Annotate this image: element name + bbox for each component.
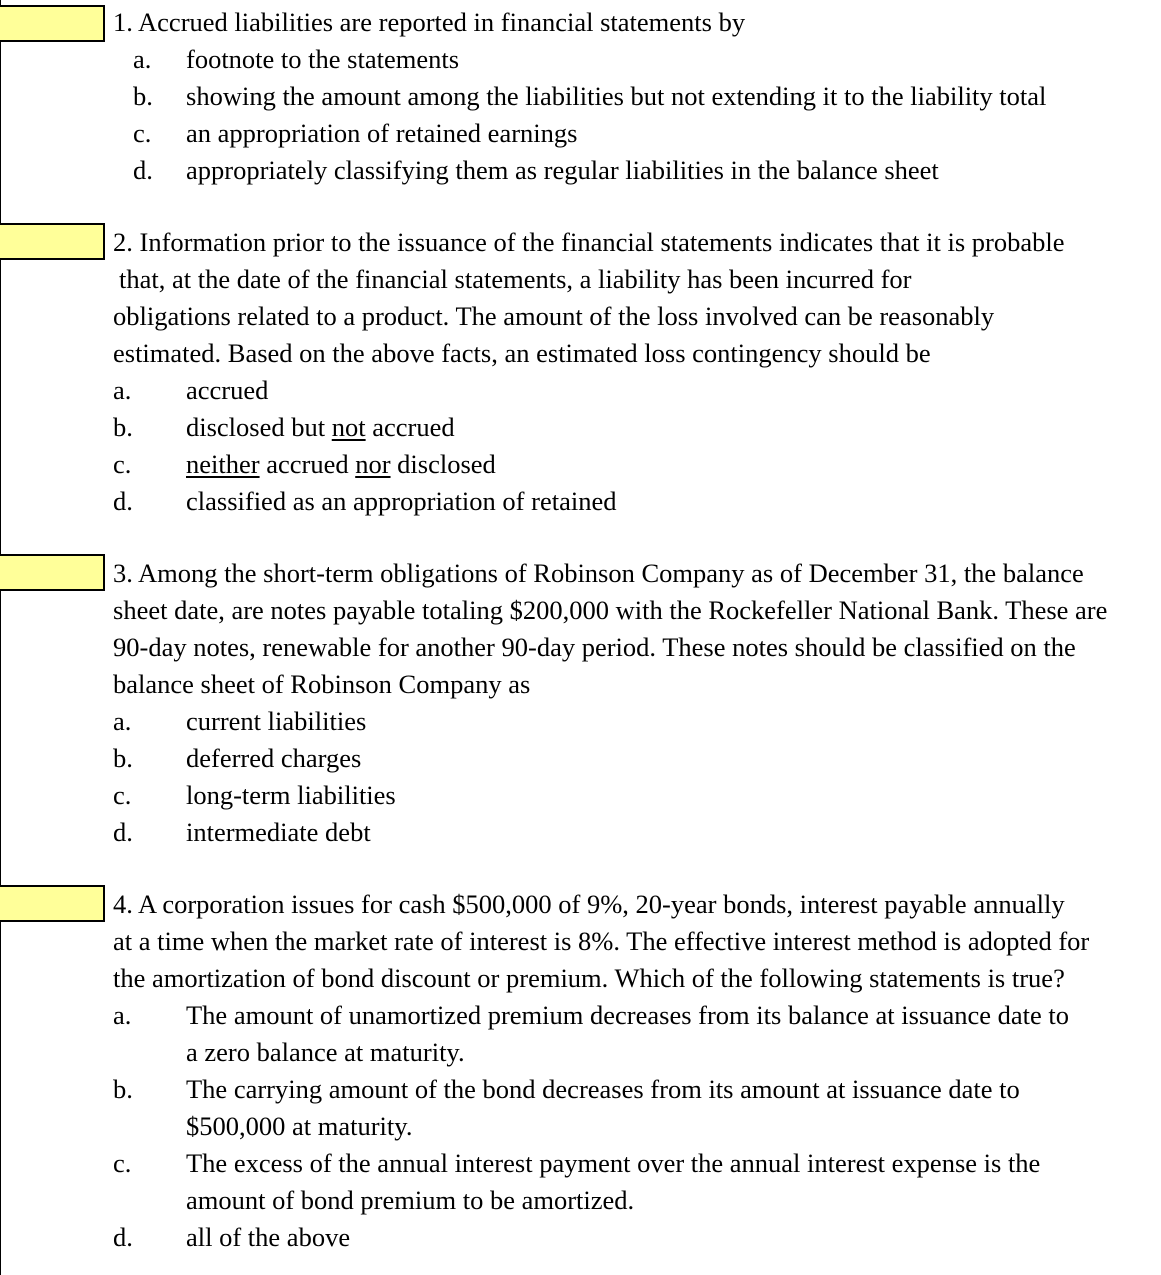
- option-letter: c.: [133, 118, 152, 148]
- option-text: showing the amount among the liabilities but not extending it to the liability total: [186, 81, 1047, 111]
- option-text: footnote to the statements: [186, 44, 460, 74]
- question-3-line: sheet date, are notes payable totaling $200,000 with the Rockefeller National Bank. These are: [113, 595, 1108, 625]
- option-text-part: disclosed but: [186, 412, 332, 442]
- option-text: all of the above: [186, 1222, 351, 1252]
- option-letter: b.: [113, 743, 133, 773]
- option-text-cont: a zero balance at maturity.: [186, 1037, 465, 1067]
- option-text: [186, 409, 455, 446]
- option-text: classified as an appropriation of retained: [186, 486, 617, 516]
- question-2-line: obligations related to a product. The amount of the loss involved can be reasonably: [113, 301, 995, 331]
- option-letter: d.: [133, 155, 153, 185]
- question-2-line: estimated. Based on the above facts, an estimated loss contingency should be: [113, 338, 931, 368]
- question-2-line: 2. Information prior to the issuance of the financial statements indicates that it is probable: [113, 227, 1065, 257]
- option-letter: a.: [113, 706, 132, 736]
- question-1-text: 1. Accrued liabilities are reported in financial statements by: [113, 7, 746, 37]
- option-text-part: disclosed: [390, 449, 496, 479]
- option-letter: c.: [113, 1148, 132, 1178]
- option-text: intermediate debt: [186, 817, 371, 847]
- option-letter: a.: [113, 375, 132, 405]
- option-letter: b.: [133, 81, 153, 111]
- question-3-line: 3. Among the short-term obligations of Robinson Company as of December 31, the balance: [113, 558, 1084, 588]
- option-text: an appropriation of retained earnings: [186, 118, 578, 148]
- option-text: deferred charges: [186, 743, 362, 773]
- underlined-word: not: [331, 412, 366, 442]
- option-text-cont: $500,000 at maturity.: [186, 1111, 413, 1141]
- option-letter: d.: [113, 1222, 133, 1252]
- question-4-line: 4. A corporation issues for cash $500,000 of 9%, 20-year bonds, interest payable annually: [113, 889, 1065, 919]
- option-text-part: accrued: [259, 449, 356, 479]
- question-4-line: at a time when the market rate of interest is 8%. The effective interest method is adopted for: [113, 926, 1090, 956]
- option-text-cont: amount of bond premium to be amortized.: [186, 1185, 635, 1215]
- option-letter: b.: [113, 1074, 133, 1104]
- option-letter: d.: [113, 486, 133, 516]
- option-text: long-term liabilities: [186, 780, 396, 810]
- option-text: current liabilities: [186, 706, 367, 736]
- answer-box-3[interactable]: [0, 554, 105, 591]
- option-letter: c.: [113, 449, 132, 479]
- answer-box-4[interactable]: [0, 885, 105, 922]
- question-3-line: balance sheet of Robinson Company as: [113, 669, 531, 699]
- option-text: accrued: [186, 375, 269, 405]
- option-text: The carrying amount of the bond decreases from its amount at issuance date to: [186, 1074, 1020, 1104]
- option-letter: c.: [113, 780, 132, 810]
- answer-box-1[interactable]: [0, 5, 105, 42]
- option-letter: a.: [133, 44, 152, 74]
- answer-box-2[interactable]: [0, 223, 105, 260]
- left-border: [0, 0, 1, 1275]
- option-text: The amount of unamortized premium decreases from its balance at issuance date to: [186, 1000, 1070, 1030]
- question-2-line: that, at the date of the financial statements, a liability has been incurred for: [119, 264, 912, 294]
- option-text: The excess of the annual interest payment over the annual interest expense is the: [186, 1148, 1041, 1178]
- option-letter: a.: [113, 1000, 132, 1030]
- underlined-word: neither: [186, 449, 260, 479]
- underlined-word: nor: [355, 449, 391, 479]
- option-text: appropriately classifying them as regular liabilities in the balance sheet: [186, 155, 939, 185]
- option-letter: d.: [113, 817, 133, 847]
- option-text: [186, 446, 496, 483]
- question-3-line: 90-day notes, renewable for another 90-day period. These notes should be classified on the: [113, 632, 1076, 662]
- option-letter: b.: [113, 412, 133, 442]
- option-text-part: accrued: [365, 412, 455, 442]
- question-4-line: the amortization of bond discount or premium. Which of the following statements is true?: [113, 963, 1065, 993]
